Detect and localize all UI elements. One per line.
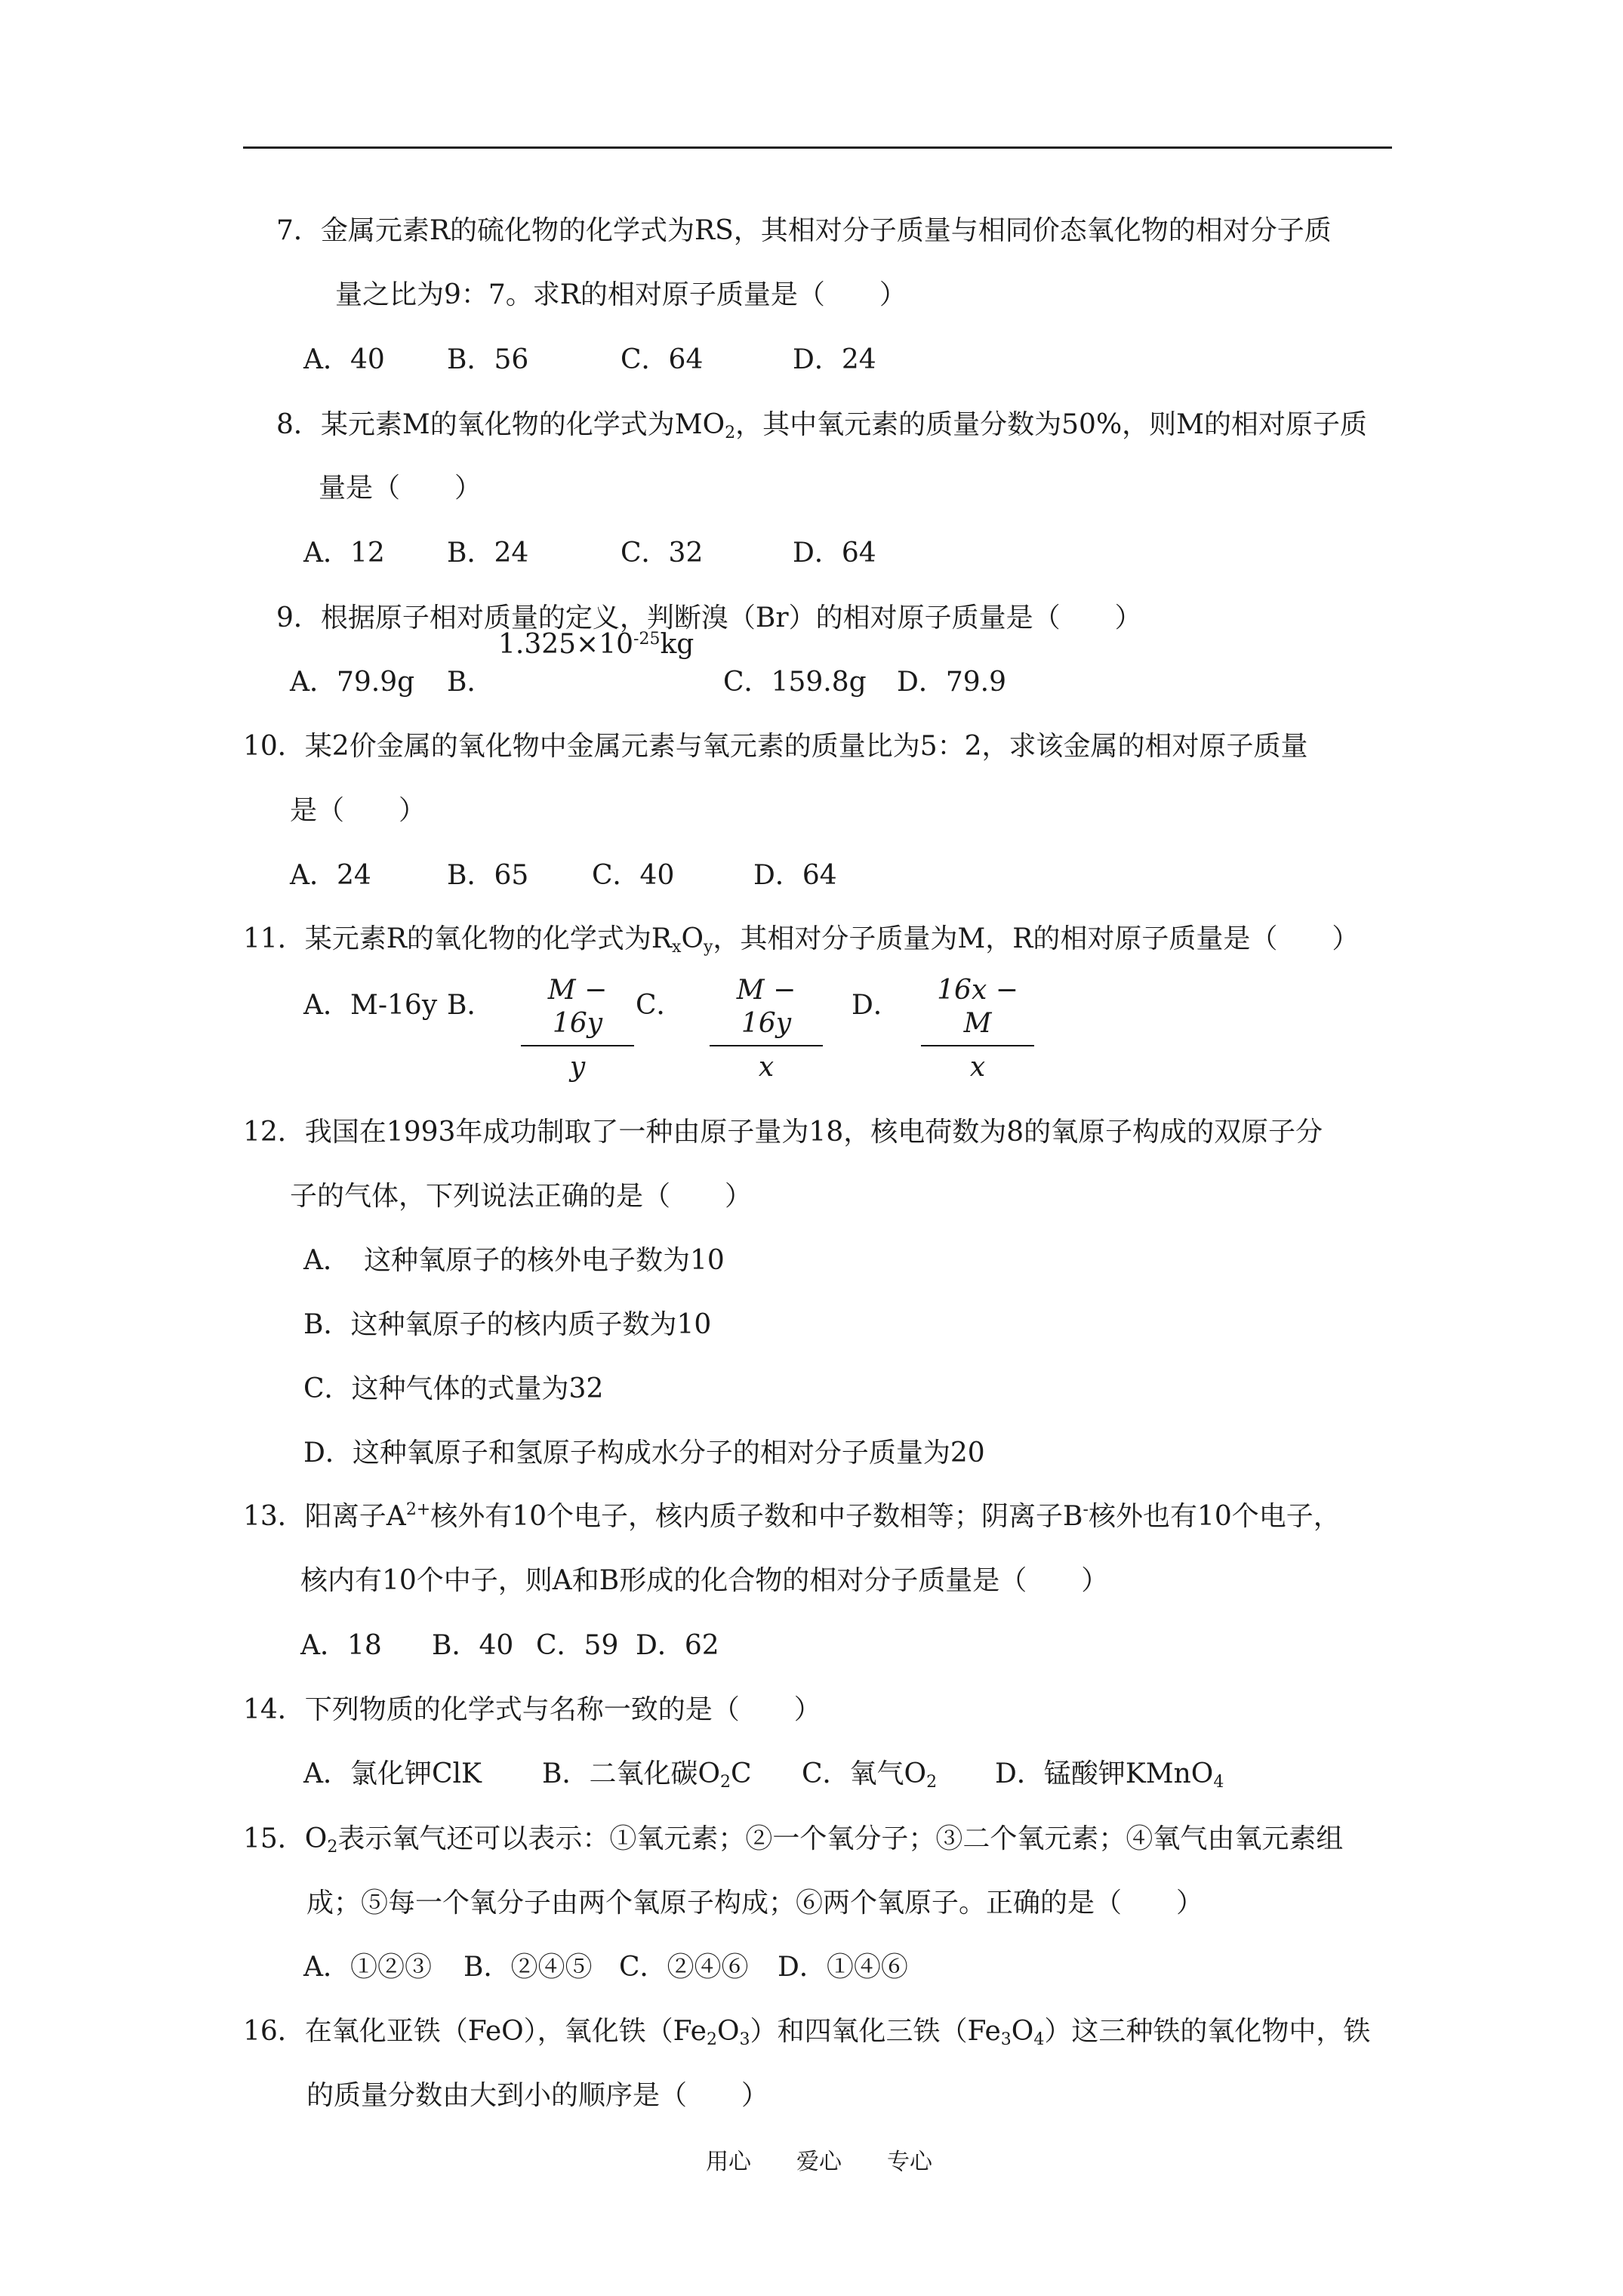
- q14-option-b: B．二氧化碳$O_2C$: [542, 1758, 752, 1792]
- q12-option-b: B．这种氧原子的核内质子数为10: [303, 1309, 712, 1340]
- q11-fraction-b-numerator: M − 16y: [547, 975, 608, 1039]
- q14-line1: 14．下列物质的化学式与名称一致的是（ ）: [243, 1694, 821, 1725]
- q8-line2: 量是（ ）: [319, 473, 482, 504]
- q15-option-b: B．②④⑤: [463, 1952, 593, 1983]
- q12-option-d: D．这种氧原子和氢原子构成水分子的相对分子质量为20: [303, 1438, 985, 1469]
- q11-fraction-d-denominator: x: [969, 1052, 986, 1083]
- q7-option-c: C．64: [621, 344, 704, 375]
- q11-line1: 11．某元素R的氧化物的化学式为$R_xO_y$，其相对分子质量为M，R的相对原子质量是（ ）: [243, 923, 1360, 957]
- q13-option-b: B．40: [432, 1630, 514, 1661]
- q14-option-a: A．氯化钾ClK: [303, 1758, 482, 1789]
- q9-line1: 9．根据原子相对质量的定义，判断溴（Br）的相对原子质量是（ ）: [276, 603, 1142, 633]
- q8-line1: 8．某元素M的氧化物的化学式为$MO_2$，其中氧元素的质量分数为50%，则M的相对原子质: [276, 409, 1368, 442]
- q12-line2: 子的气体，下列说法正确的是（ ）: [290, 1181, 753, 1212]
- q11-fraction-d: [921, 974, 1034, 1084]
- q13-option-c: C．59: [536, 1630, 619, 1661]
- q9-option-a: A．79.9g: [290, 667, 415, 698]
- q7-option-b: B．56: [447, 344, 529, 375]
- q15-option-d: D．①④⑥: [778, 1952, 908, 1983]
- q9-option-c: C．159.8g: [723, 667, 867, 698]
- q16-line2: 的质量分数由大到小的顺序是（ ）: [306, 2080, 769, 2111]
- q14-option-c: C．氧气$O_2$: [802, 1758, 938, 1792]
- q13-option-a: A．18: [300, 1630, 382, 1661]
- q15-option-a: A．①②③: [303, 1952, 432, 1983]
- q10-line1: 10．某2价金属的氧化物中金属元素与氧元素的质量比为5：2，求该金属的相对原子质量: [243, 731, 1308, 762]
- q9-option-d: D．79.9: [897, 667, 1007, 698]
- q13-line2: 核内有10个中子，则A和B形成的化合物的相对分子质量是（ ）: [300, 1565, 1109, 1596]
- q11-fraction-c-numerator: M − 16y: [736, 975, 796, 1039]
- q12-option-a: A． 这种氧原子的核外电子数为10: [303, 1245, 725, 1276]
- q15-line2: 成；⑤每一个氧分子由两个氧原子构成；⑥两个氧原子。正确的是（ ）: [306, 1888, 1204, 1918]
- q13-line1: 13．阳离子$A^{2+}$核外有10个电子，核内质子数和中子数相等；阴离子B-核外也有10个电子，: [243, 1500, 1341, 1532]
- q11-fraction-b: [521, 974, 634, 1084]
- q11-fraction-c: [710, 974, 823, 1084]
- q11-option-b: B．: [447, 990, 494, 1021]
- q16-line1: 16．在氧化亚铁（FeO），氧化铁$(Fe_2O_3)$和四氧化三铁$(Fe_3O_4)$这三种铁的氧化物中，铁: [243, 2016, 1371, 2049]
- q11-option-c: C．: [636, 990, 684, 1021]
- q11-fraction-b-denominator: y: [569, 1052, 586, 1083]
- q11-fraction-d-numerator: 16x − M: [937, 975, 1018, 1039]
- q8-option-c: C．32: [621, 538, 704, 569]
- q8-option-d: D．64: [793, 538, 876, 569]
- q7-option-a: A．40: [303, 344, 385, 375]
- q15-option-c: C．②④⑥: [619, 1952, 749, 1983]
- q12-line1: 12．我国在1993年成功制取了一种由原子量为18，核电荷数为8的氧原子构成的双原子分: [243, 1117, 1323, 1148]
- header-rule: [243, 146, 1392, 149]
- q9-sci-mass: $1.325\times 10^{-25}kg$: [498, 629, 694, 660]
- q8-option-a: A．12: [303, 538, 385, 569]
- q11-option-d: D．: [852, 990, 901, 1021]
- q11-option-a: A．M-16y: [303, 990, 438, 1021]
- q10-option-d: D．64: [753, 860, 837, 891]
- q10-option-c: C．40: [592, 860, 675, 891]
- q8-option-b: B．24: [447, 538, 529, 569]
- q14-option-d: D．锰酸钾KMnO$_4$: [995, 1758, 1224, 1792]
- q15-line1: 15．$O_2$表示氧气还可以表示：①氧元素；②一个氧分子；③二个氧元素；④氧气由氧元素组: [243, 1823, 1344, 1857]
- q9-option-b: B．: [447, 667, 494, 698]
- q13-option-d: D．62: [636, 1630, 719, 1661]
- q10-option-b: B．65: [447, 860, 529, 891]
- q12-option-c: C．这种气体的式量为32: [303, 1373, 604, 1404]
- q11-fraction-c-denominator: x: [758, 1052, 775, 1083]
- q7-option-d: D．24: [793, 344, 876, 375]
- q7-line2: 量之比为9：7。求R的相对原子质量是（ ）: [335, 279, 907, 310]
- page-footer: 用心 爱心 专心: [706, 2149, 932, 2175]
- q10-line2: 是（ ）: [290, 795, 427, 826]
- q7-line1: 7．金属元素R的硫化物的化学式为RS，其相对分子质量与相同价态氧化物的相对分子质: [276, 215, 1332, 246]
- q10-option-a: A．24: [290, 860, 371, 891]
